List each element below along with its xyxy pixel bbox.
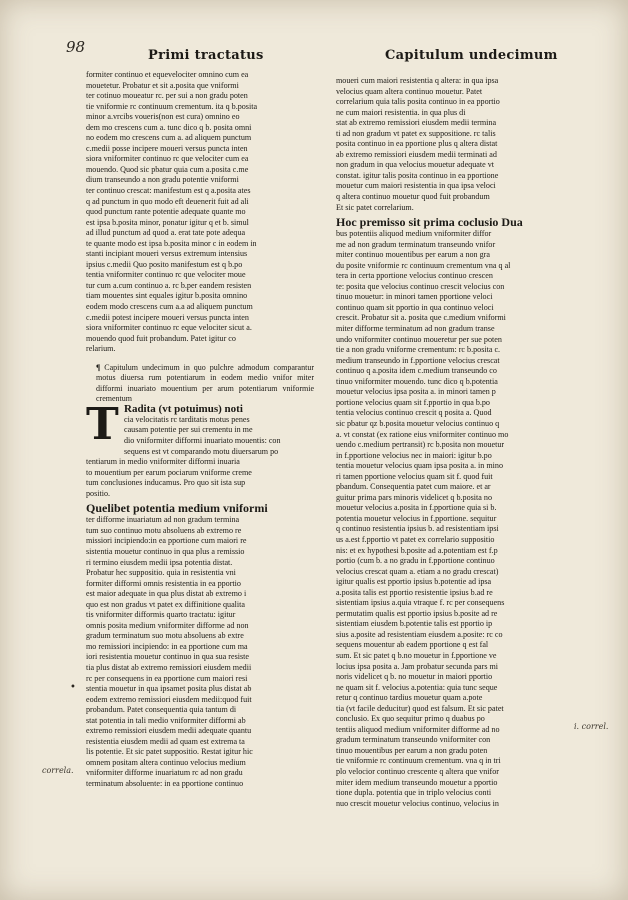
text-line: tentia vniformiter continuo rc que velociter moue	[86, 270, 246, 280]
text-line: Probatur hec suppositio. quia in resistentia vni	[86, 568, 236, 578]
text-line: continuo quam sit pportio in qua continuo veloci	[336, 302, 494, 312]
text-line: miter continuo mouentibus per earum a non gra	[336, 250, 490, 260]
text-line: c.medii potest incipere moueri versus puncta inten	[86, 312, 249, 322]
text-line: dio vniformiter difformi inuariato mouentis: con	[124, 436, 281, 446]
text-line: mouendo. Quod sic pbatur quia cum a.posita c.me	[86, 164, 249, 174]
text-line: stanti incipiant moueri versus extremum intensius	[86, 249, 248, 259]
text-line: miter idem medium transeundo mouetur a pportio	[336, 777, 498, 787]
text-line: te quante modo est ipsa b.posita minor c in eodem in	[86, 238, 257, 248]
margin-note-right: i. correl.	[574, 722, 609, 731]
text-line: medium transeundo in f.pportione velocius crescat	[336, 355, 500, 365]
running-head-right: Capitulum undecimum	[385, 48, 558, 63]
text-line: tentia velocius continuo crescit q posita a. Quod	[336, 408, 492, 418]
initial-paragraph	[86, 399, 314, 499]
text-line: ter cotinuo moueatur rc. per sui a non gradu poten	[86, 91, 248, 101]
text-line: sum. Et sic patet q b.no mouetur in f.pportione ve	[336, 650, 497, 660]
text-line: sistentiam ipsius a.quia vtraque f. rc per consequens	[336, 598, 505, 608]
text-line: tis vniformiter difformis quarto tractatu: igitur	[86, 610, 236, 620]
text-line: tentiis aliquod medium vniformiter difforme ad no	[336, 724, 500, 734]
section-heading-right: Hoc premisso sit prima coclusio Dua	[336, 215, 523, 230]
text-line: quo est non gradus vt patet ex diffinitione qualita	[86, 599, 245, 609]
text-line: sequens est vt comparando motu diuersarum po	[124, 446, 279, 456]
decorated-initial: T	[86, 399, 119, 451]
text-line: dem mo crescens cum a. tunc dico q b. posita omni	[86, 122, 252, 132]
text-line: omnis posita medium vniformiter difforme ad non	[86, 620, 249, 630]
text-line: te: posita que velocius continuo crescit velocius con	[336, 281, 505, 291]
text-line: sius a.posite ad resistentiam eiusdem a.posite: rc co	[336, 629, 503, 639]
text-line: in f.pportione velocius nec in maiori: igitur b.po	[336, 450, 492, 460]
text-line: ipsius c.medii Quo posito manifestum est q b.po	[86, 259, 243, 269]
right-column-top-paragraph	[336, 76, 568, 213]
text-line: us a.est f.pportio vt patet ex correlario suppositio	[336, 534, 495, 544]
text-line: a. vt constat (ex ratione eius vniformiter continuo mo	[336, 429, 509, 439]
text-line: crescit. Probatur sit a. posita que c.medium vniformi	[336, 313, 506, 323]
text-line: tie a non gradu vniforme crementum: rc b.posita c.	[336, 345, 501, 355]
text-line: sequens mouentur ab eadem pportione q est fal	[336, 640, 489, 650]
text-line: cia velocitatis rc tarditatis motus penes	[124, 414, 250, 424]
text-line: portione velocius quam sit f.pportio in qua b.po	[336, 397, 490, 407]
text-line: relarium.	[86, 344, 116, 354]
text-line: missiori incipiendo:in ea pportione cum maiori re	[86, 536, 247, 546]
text-line: terminatum absoluente: in ea pportione continuo	[86, 778, 244, 788]
text-line: du posite vniformie rc continuum crementum vna q al	[336, 260, 511, 270]
text-line: tur cum a.cum continuo a. rc b.per eandem resisten	[86, 280, 252, 290]
section-heading-left: Quelibet potentia medium vniformi	[86, 501, 268, 516]
text-line: undo vniformiter continuo moueretur per sue poten	[336, 334, 502, 344]
text-line: ter continuo crescat: manifestum est q a.posita ates	[86, 186, 251, 196]
text-line: guitur prima pars minoris videlicet q b.posita no	[336, 492, 493, 502]
text-line: dium transeundo a non gradu potentie vniformi	[86, 175, 239, 185]
text-line: c.medii posse incipere moueri versus puncta inten	[86, 143, 248, 153]
text-line: ti ad non gradum vt patet ex suppositione. rc talis	[336, 128, 496, 138]
text-line: portio (cum b. a no gradu in f.pportione continuo	[336, 556, 495, 566]
text-line: posita continuo in ea pportione plus q altera distat	[336, 139, 498, 149]
text-line: tia plus distat ab extremo remissiori eiusdem medii	[86, 662, 252, 672]
text-line: potentia mouetur velocius in f.pportione. sequitur	[336, 513, 497, 523]
text-line: tera in certa pportione velocius continuo crescen	[336, 271, 493, 281]
text-line: locius ipsa posita a. Jam probatur secunda pars mi	[336, 661, 499, 671]
text-line: tione dupla. potentia que in triplo velocius conti	[336, 788, 492, 798]
text-line: mouetetur. Probatur et sit a.posita que vniformi	[86, 80, 239, 90]
text-line: tie vniformie rc continuum crementum. vna q in tri	[336, 756, 501, 766]
text-line: conclusio. Ex quo sequitur primo q duabus po	[336, 714, 485, 724]
text-line: no eodem mo crescens cum a. ad aliquem punctum	[86, 133, 252, 143]
text-line: rc per consequens in ea pportione cum maiori resi	[86, 673, 248, 683]
text-line: plo velocior continuo crescente q altera que vnifor	[336, 767, 499, 776]
right-text-column	[336, 76, 568, 809]
text-line: retur q continuo tardius mouetur quam a.pote	[336, 693, 483, 703]
text-line: velocius quam altera continuo mouetur. Patet	[336, 86, 483, 96]
text-line: tinuo mouentibus per earum a non gradu poten	[336, 745, 488, 755]
text-line: eodem modo crescens cum a.a ad aliquem punctum	[86, 302, 253, 312]
text-line: ne quam sit f. velocius a.potentia: quia tunc seque	[336, 682, 498, 692]
chapter-rubric-text: Capitulum undecimum in quo pulchre admodum comparantur motus diuersa rum potentiarum in eodem medio vnifor miter difformi inuariato mouentium per arum potentiarum vniformie crementum	[96, 362, 314, 403]
text-line: gradum terminatum transeundo vniformiter con	[336, 735, 491, 745]
text-line: mouendo quod fuit probandum. Patet igitur co	[86, 333, 236, 343]
text-line: mo remissiori incipiendo: in ea pportione cum ma	[86, 641, 248, 651]
pilcrow-mark: ¶	[96, 362, 105, 372]
chapter-rubric	[86, 363, 314, 405]
left-column-bottom-paragraph	[86, 515, 314, 789]
text-line: positio.	[86, 488, 111, 498]
text-line: q altera continuo mouetur quod fuit probandum	[336, 192, 490, 202]
text-line: ter difforme inuariatum ad non gradum termina	[86, 515, 240, 525]
lead-words: Radita (vt potuimus) noti	[124, 404, 243, 415]
text-line: lis potentie. Et sic patet suppositio. Restat igitur hic	[86, 747, 253, 757]
text-line: stat potentia in tali medio vniformiter difformi ab	[86, 715, 246, 725]
right-column-main-paragraph	[336, 229, 568, 809]
text-line: tinuo vniformiter mouendo. tunc dico q b.potentia	[336, 376, 498, 386]
text-line: mouetur velocius a.posita in f.pportione quia si b.	[336, 503, 497, 513]
text-line: extremo remissiori eiusdem medii adequate quantu	[86, 726, 252, 736]
text-line: formiter continuo et equevelociter omnino cum ea	[86, 70, 249, 79]
folio-number: 98	[66, 38, 86, 56]
text-line: iori resistentia mouetur continuo in qua sua resiste	[86, 652, 249, 662]
text-line: bus potentiis aliquod medium vniformiter diffor	[336, 229, 492, 239]
text-line: velocius crescat quam a. etiam a no gradu crescat)	[336, 566, 499, 576]
text-line: miter difforme terminatum ad non gradum transe	[336, 324, 495, 334]
text-line: vniformiter difforme inuariatum rc ad non gradu	[86, 768, 243, 778]
text-line: me ad non gradum terminatum transeundo vnifor	[336, 239, 496, 249]
text-line: tentia mouetur velocius quam ipsa posita a. in mino	[336, 461, 504, 471]
text-line: resistentia eiusdem medii ad quam est extrema ta	[86, 736, 245, 746]
text-line: Et sic patet correlarium.	[336, 202, 414, 212]
text-line: mouetur cum maiori resistentia in qua ipsa veloci	[336, 181, 496, 191]
text-line: omnem positam altera continuo velocius medium	[86, 757, 246, 767]
running-head-left: Primi tractatus	[148, 48, 264, 63]
text-line: correlarium quia talis posita continuo in ea pportio	[336, 97, 500, 107]
text-line: igitur qualis est pportio ipsius b.potentie ad ipsa	[336, 577, 492, 587]
text-line: mouetur velocius ipsa posita a. in minori tamen p	[336, 387, 496, 397]
text-line: siora vniformiter continuo rc que velociter cum ea	[86, 154, 249, 164]
text-line: tinuo mouetur: in minori tamen pportione veloci	[336, 292, 493, 302]
text-line: tum conclusiones inducamus. Pro quo sit ista sup	[86, 478, 246, 488]
text-line: minor a.vrcibs voueris(non est cura) omnino eo	[86, 112, 240, 122]
text-line: nuo crescit mouetur velocius continuo, velocius in	[336, 798, 499, 808]
text-line: tiam mouentes sint equales igitur b.posita omnino	[86, 291, 248, 301]
text-line: probandum. Patet consequentia quia tantum di	[86, 705, 237, 715]
text-line: q continuo resistentia ipsius b. ad resistentiam ipsi	[336, 524, 499, 534]
text-line: quod punctum rante potentie adequate quante mo	[86, 207, 246, 217]
text-line: formiter difformi omnis resistentia in ea pportio	[86, 578, 241, 588]
text-line: ri tamen pportione velocius quam sit f. quod fuit	[336, 471, 493, 481]
text-line: ne cum maiori resistentia. in qua plus di	[336, 107, 466, 117]
text-line: constat. igitur talis posita continuo in ea pportione	[336, 170, 499, 180]
text-line: moueri cum maiori resistentia q altera: in qua ipsa	[336, 76, 499, 85]
text-line: sistentiam eiusdem b.potentie talis est pportio ip	[336, 619, 493, 629]
text-line: siora vniformiter continuo rc eque velociter sicut a.	[86, 323, 252, 333]
text-line: tia (vt facile deducitur) quod est falsum. Et sic patet	[336, 703, 504, 713]
text-line: non gradum in qua velocius mouetur adequate vt	[336, 160, 495, 170]
text-line: to mouentium per earum pociarum vniforme creme	[86, 467, 252, 477]
text-line: causam potentie per sui crementu in me	[124, 425, 253, 435]
text-line: permutatim qualis est pportio ipsius b.posite ad re	[336, 608, 498, 618]
text-line: uendo c.medium pertransit) rc b.posita non mouetur	[336, 440, 505, 450]
text-line: est maior adequate in qua plus distat ab extremo i	[86, 589, 247, 599]
text-line: a.posita talis est pportio resistentie ipsius b.ad re	[336, 587, 493, 597]
text-line: stat ab extremo remissiori eiusdem medii termina	[336, 118, 497, 128]
text-line: sistentia mouetur continuo in qua plus a remissio	[86, 546, 245, 556]
text-line: nis: et ex hypothesi b.posite ad a.potentiam est f.p	[336, 545, 498, 555]
text-line: tentiarum in medio vniformiter difformi inuaria	[86, 457, 240, 467]
margin-note-left: correla.	[42, 766, 74, 775]
text-line: est ipsa b.posita minor, ponatur igitur q et b. simul	[86, 217, 249, 227]
text-line: ri termino eiusdem medii ipsa potentia distat.	[86, 557, 233, 567]
text-line: noris videlicet q b. no mouetur in maiori pportio	[336, 672, 493, 682]
text-line: eodem extremo remissiori eiusdem medii:quod fuit	[86, 694, 252, 704]
text-line: tum suo continuo motu absoluens ab extremo re	[86, 525, 242, 535]
text-line: stentia mouetur in qua ipsamet posita plus distat ab	[86, 684, 252, 694]
text-line: continuo q a.posita idem c.medium transeundo co	[336, 366, 497, 376]
text-line: pbandum. Consequentia patet cum maiore. et ar	[336, 482, 491, 492]
text-line: ad illud punctum ad quod a. erat tate pote adequa	[86, 228, 246, 238]
text-line: q ad punctum in quo modo eft deuenerit fuit ad ali	[86, 196, 249, 206]
text-line: tie vniformie rc continuum crementum. ita q b.posita	[86, 101, 258, 111]
text-line: sic pbatur qz b.posita mouetur velocius continuo q	[336, 418, 500, 428]
left-text-column	[86, 70, 314, 790]
manicule-mark: •	[70, 682, 76, 693]
text-line: gradum terminatum suo motu absoluens ab extre	[86, 631, 244, 641]
text-line: ab extremo remissiori eiusdem medii terminati ad	[336, 149, 497, 159]
left-column-top-paragraph	[86, 70, 314, 355]
